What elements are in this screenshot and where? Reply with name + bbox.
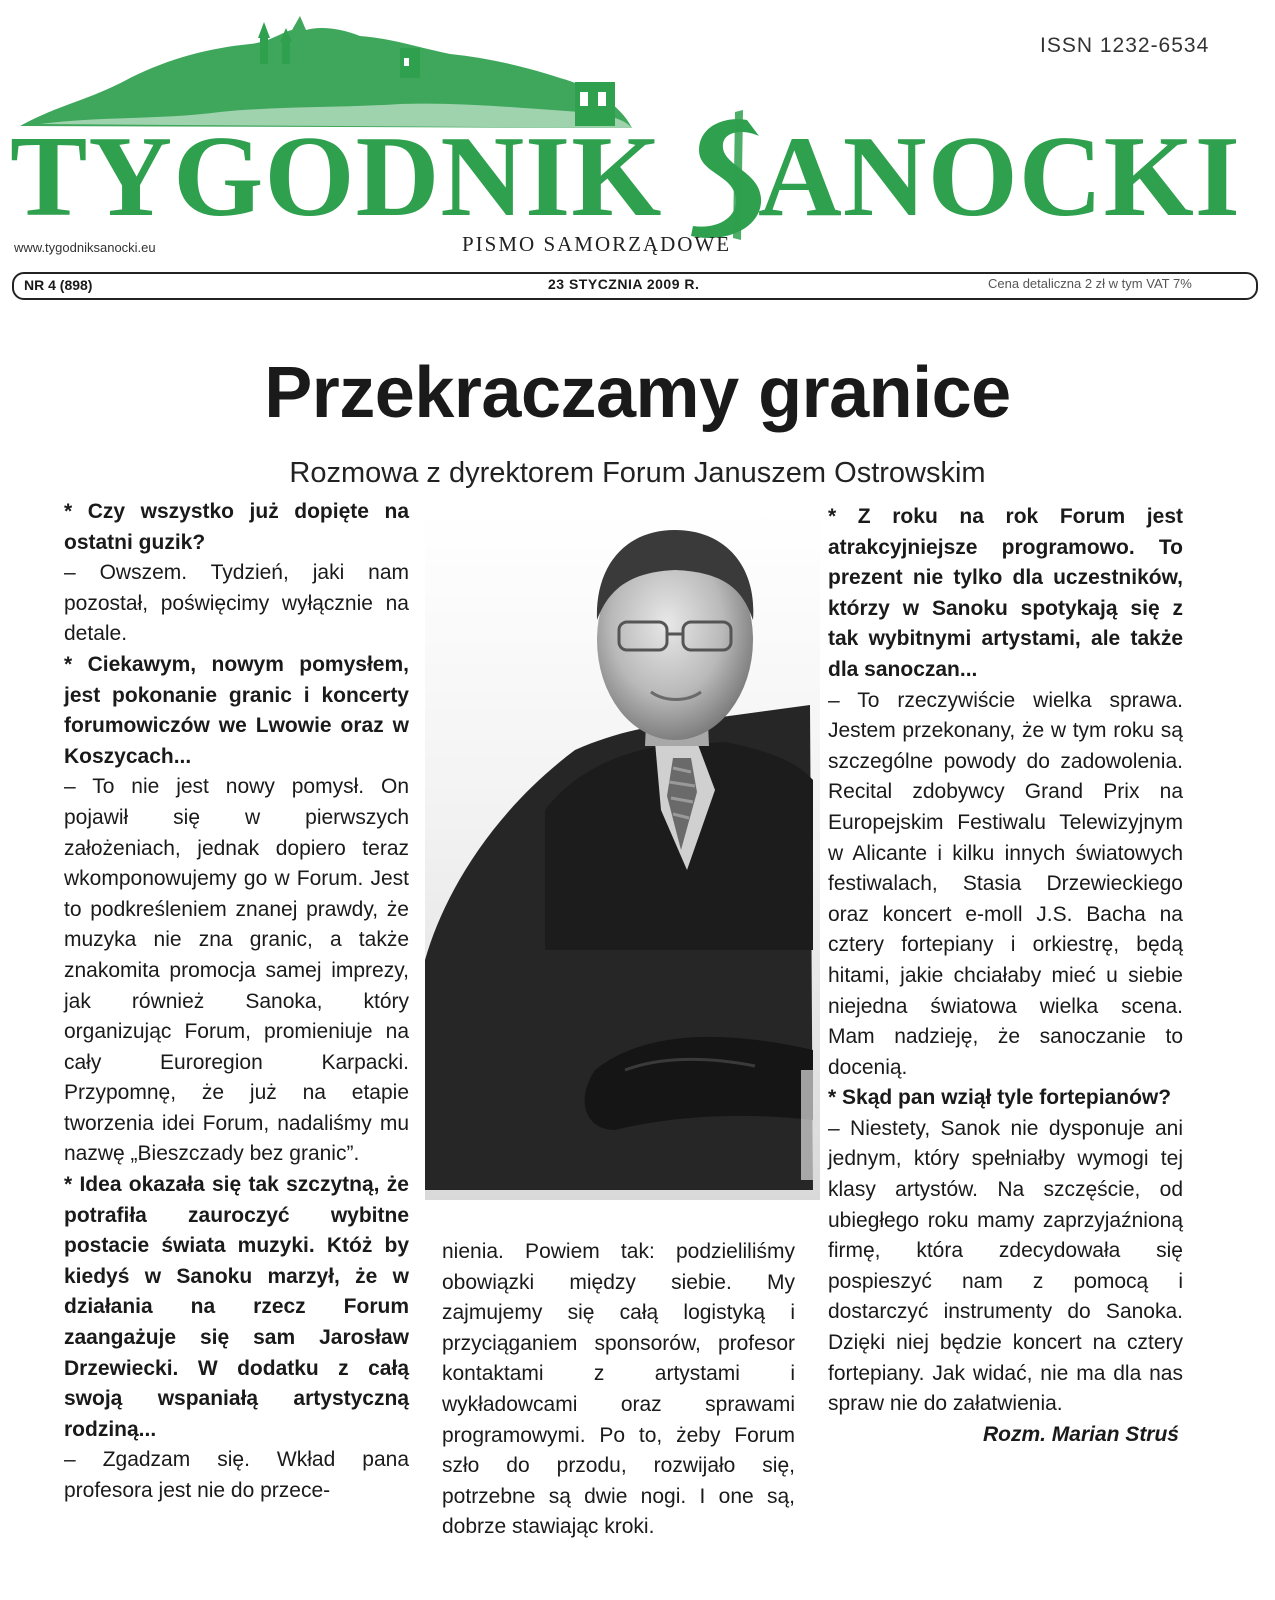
- answer-3: – Zgadzam się. Wkład pana profesora jest nie do przece-: [64, 1448, 409, 1502]
- article-column-3: [828, 502, 1183, 1450]
- answer-4: – To rzeczywiście wielka sprawa. Jestem przekonany, że w tym roku są szczególne powody do zadowolenia. Recital zdobywcy Grand Prix na Europejskim Festiwalu Telewizyjnym w Alicante i kilku innych światowych festiwalach, Stasia Drzewieckiego oraz koncert e-moll J.S. Bacha na cztery fortepiany i orkiestrę, będą hitami, jakie chciałaby mieć u siebie niejedna światowa wielka scena. Mam nadzieję, że sanoczanie to docenią.: [828, 688, 1183, 1079]
- question-5: * Skąd pan wziął tyle fortepianów?: [828, 1086, 1172, 1110]
- article-column-2: [442, 1237, 795, 1543]
- question-4: * Z roku na rok Forum jest atrakcyjniejsze programowo. To prezent nie tylko dla uczestników, którzy w Sanoku spotykają się z tak wybitnymi artystami, ale także dla sanoczan...: [828, 505, 1183, 681]
- retail-price: Cena detaliczna 2 zł w tym VAT 7%: [988, 276, 1192, 291]
- article-column-1: [64, 497, 409, 1507]
- interview-portrait-photo: [425, 510, 820, 1200]
- question-2: * Ciekawym, nowym pomysłem, jest pokonanie granic i koncerty forumowiczów we Lwowie oraz w Koszycach...: [64, 652, 409, 768]
- title-right: ANOCKI: [758, 113, 1241, 241]
- issue-number: NR 4 (898): [24, 277, 93, 293]
- question-1: * Czy wszystko już dopięte na ostatni guzik?: [64, 500, 409, 554]
- question-3: * Idea okazała się tak szczytną, że potrafiła zauroczyć wybitne postacie świata muzyki. Któż by kiedyś w Sanoku marzył, że w działania na rzecz Forum zaangażuje się sam Jarosław Drzewiecki. W dodatku z całą swoją wspaniałą artystyczną rodziną...: [64, 1173, 409, 1441]
- masthead-subtitle: PISMO SAMORZĄDOWE: [462, 232, 732, 256]
- title-left: TYGODNIK: [10, 113, 663, 241]
- answer-5: – Niestety, Sanok nie dysponuje ani jednym, który spełniałby wymogi tej klasy artystów. Na szczęście, od ubiegłego roku mamy zaprzyjaźnioną firmę, która zdecydowała się pospieszyć nam z pomocą i dostarczyć instrumenty do Sanoka. Dzięki niej będzie koncert na cztery fortepiany. Jak widać, nie ma dla nas spraw nie do załatwienia.: [828, 1116, 1183, 1416]
- article-lead: Rozmowa z dyrektorem Forum Januszem Ostrowskim: [289, 457, 986, 489]
- issue-date: 23 STYCZNIA 2009 R.: [548, 276, 700, 292]
- issn-number: ISSN 1232-6534: [1040, 34, 1210, 57]
- answer-3-continued: nienia. Powiem tak: podzieliliśmy obowiązki między siebie. My zajmujemy się całą logistyką i przyciąganiem sponsorów, profesor kontaktami z artystami i wykładowcami oraz sprawami programowymi. Po to, żeby Forum szło do przodu, rozwijało się, potrzebne są dwie nogi. I one są, dobrze stawiając kroki.: [442, 1240, 795, 1539]
- brush-s-icon: [685, 110, 777, 242]
- website-url[interactable]: www.tygodniksanocki.eu: [14, 240, 156, 255]
- answer-1: – Owszem. Tydzień, jaki nam pozostał, poświęcimy wyłącznie na detale.: [64, 561, 409, 646]
- interviewer-signature: Rozm. Marian Struś: [982, 1422, 1179, 1446]
- title-brush-s: [693, 112, 759, 242]
- article-headline: Przekraczamy granice: [264, 353, 1011, 433]
- newspaper-title: [10, 112, 1265, 242]
- answer-2: – To nie jest nowy pomysł. On pojawił się w pierwszych założeniach, jednak dopiero teraz wkomponowujemy go w Forum. Jest to podkreśleniem znanej prawdy, że muzyka nie zna granic, a także znakomita promocja samej imprezy, jak również Sanoka, który organizując Forum, promieniuje na cały Euroregion Karpacki. Przypomnę, że już na etapie tworzenia idei Forum, nadaliśmy mu nazwę „Bieszczady bez granic”.: [64, 775, 409, 1166]
